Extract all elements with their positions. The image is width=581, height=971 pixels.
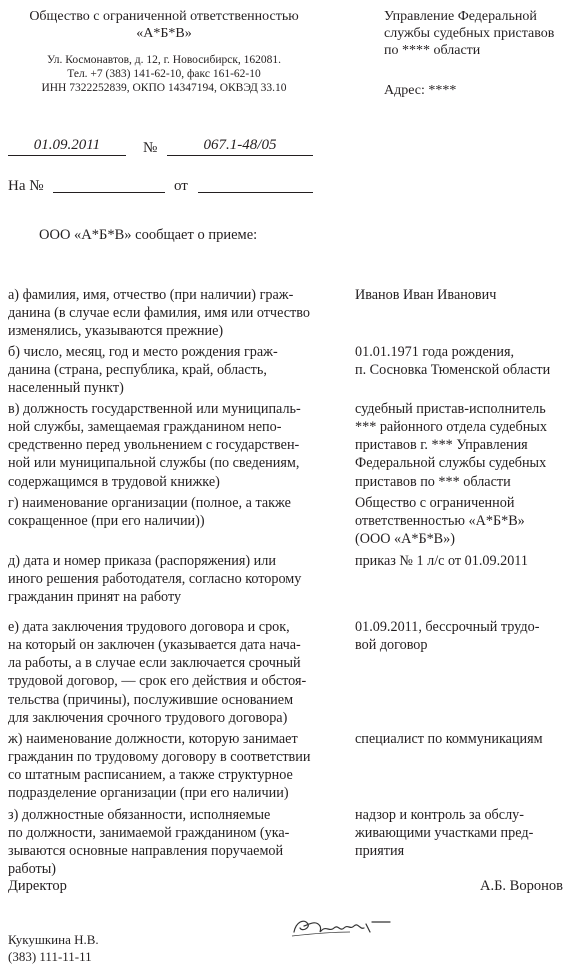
sender-phone: Тел. +7 (383) 141-62-10, факс 161-62-10: [67, 68, 261, 80]
sender-org-line2: «А*Б*В»: [136, 26, 192, 41]
recipient-line: по **** области: [384, 43, 481, 58]
executor-block: [8, 931, 99, 965]
row-b-value: 01.01.1971 года рождения, п. Сосновка Тюменской области: [355, 343, 551, 378]
outgoing-date-underline: [8, 155, 126, 156]
sender-ids: ИНН 7322252839, ОКПО 14347194, ОКВЭД 33.10: [41, 82, 287, 94]
recipient-line: Управление Федеральной: [384, 9, 537, 24]
incoming-date-line: [198, 192, 313, 193]
recipient-address: Адрес: ****: [384, 83, 457, 98]
recipient-line: службы судебных приставов: [384, 26, 555, 41]
row-v-label: в) должность государственной или муниципаль- ной службы, замещаемая гражданином непо- средственно перед увольнением с государствен- ной или муниципальной службы (по сведениям, содержащимся в трудовой книжке): [8, 400, 301, 490]
row-d-value: приказ № 1 л/с от 01.09.2011: [355, 552, 528, 569]
row-d-label: д) дата и номер приказа (распоряжения) или иного решения работодателя, согласно которому гражданин принят на работу: [8, 552, 302, 606]
signature-position: Директор: [8, 878, 67, 894]
incoming-number-line: [53, 192, 165, 193]
outgoing-number-sign: №: [143, 140, 158, 156]
row-b-label: б) число, месяц, год и место рождения граж- данина (страна, республика, край, область, населенный пункт): [8, 343, 278, 397]
sender-org-line1: Общество с ограниченной ответственностью: [29, 9, 299, 24]
row-g-label: г) наименование организации (полное, а также сокращенное (при его наличии)): [8, 494, 291, 529]
executor-phone: (383) 111-11-11: [8, 949, 92, 964]
outgoing-number: 067.1-48/05: [203, 137, 277, 153]
sender-details: [14, 53, 314, 95]
incoming-ot-label: от: [174, 178, 188, 194]
sender-address: Ул. Космонавтов, д. 12, г. Новосибирск, 162081.: [46, 54, 282, 66]
recipient-block: [384, 8, 579, 59]
row-z-label: з) должностные обязанности, исполняемые по должности, занимаемой гражданином (ука- зываются основные направления поручаемой работы): [8, 806, 290, 878]
signature-name: А.Б. Воронов: [480, 878, 563, 894]
row-v-value: судебный пристав-исполнитель *** районного отдела судебных приставов г. *** Управления Федеральной службы судебных приставов по *** области: [355, 400, 547, 490]
row-zh-label: ж) наименование должности, которую занимает гражданин по трудовому договору в соответствии со штатным расписанием, а также структурное подразделение организации (при его наличии): [8, 730, 311, 802]
sender-org-block: [14, 8, 314, 42]
row-e-label: е) дата заключения трудового договора и срок, на который он заключен (указывается дата нача- ла работы, а в случае если заключается срочный трудовой договор, — срок его действия и обстоя- тельства (причины), послужившие основанием для заключения срочного трудового договора): [8, 618, 307, 727]
intro-text: ООО «А*Б*В» сообщает о приеме:: [39, 227, 258, 243]
row-a-value: Иванов Иван Иванович: [355, 286, 497, 303]
handwritten-signature: [290, 910, 400, 942]
outgoing-date: 01.09.2011: [33, 137, 101, 153]
row-zh-value: специалист по коммуникациям: [355, 730, 543, 747]
row-e-value: 01.09.2011, бессрочный трудо- вой договор: [355, 618, 540, 653]
row-a-label: а) фамилия, имя, отчество (при наличии) граж- данина (в случае если фамилия, имя или отчество изменялись, указываются прежние): [8, 286, 310, 340]
executor-name: Кукушкина Н.В.: [8, 932, 99, 947]
row-g-value: Общество с ограниченной ответственностью «А*Б*В» (ООО «А*Б*В»): [355, 494, 525, 548]
incoming-na-label: На №: [8, 178, 44, 194]
row-z-value: надзор и контроль за обслу- живающими участками пред- приятия: [355, 806, 534, 860]
outgoing-number-underline: [167, 155, 313, 156]
